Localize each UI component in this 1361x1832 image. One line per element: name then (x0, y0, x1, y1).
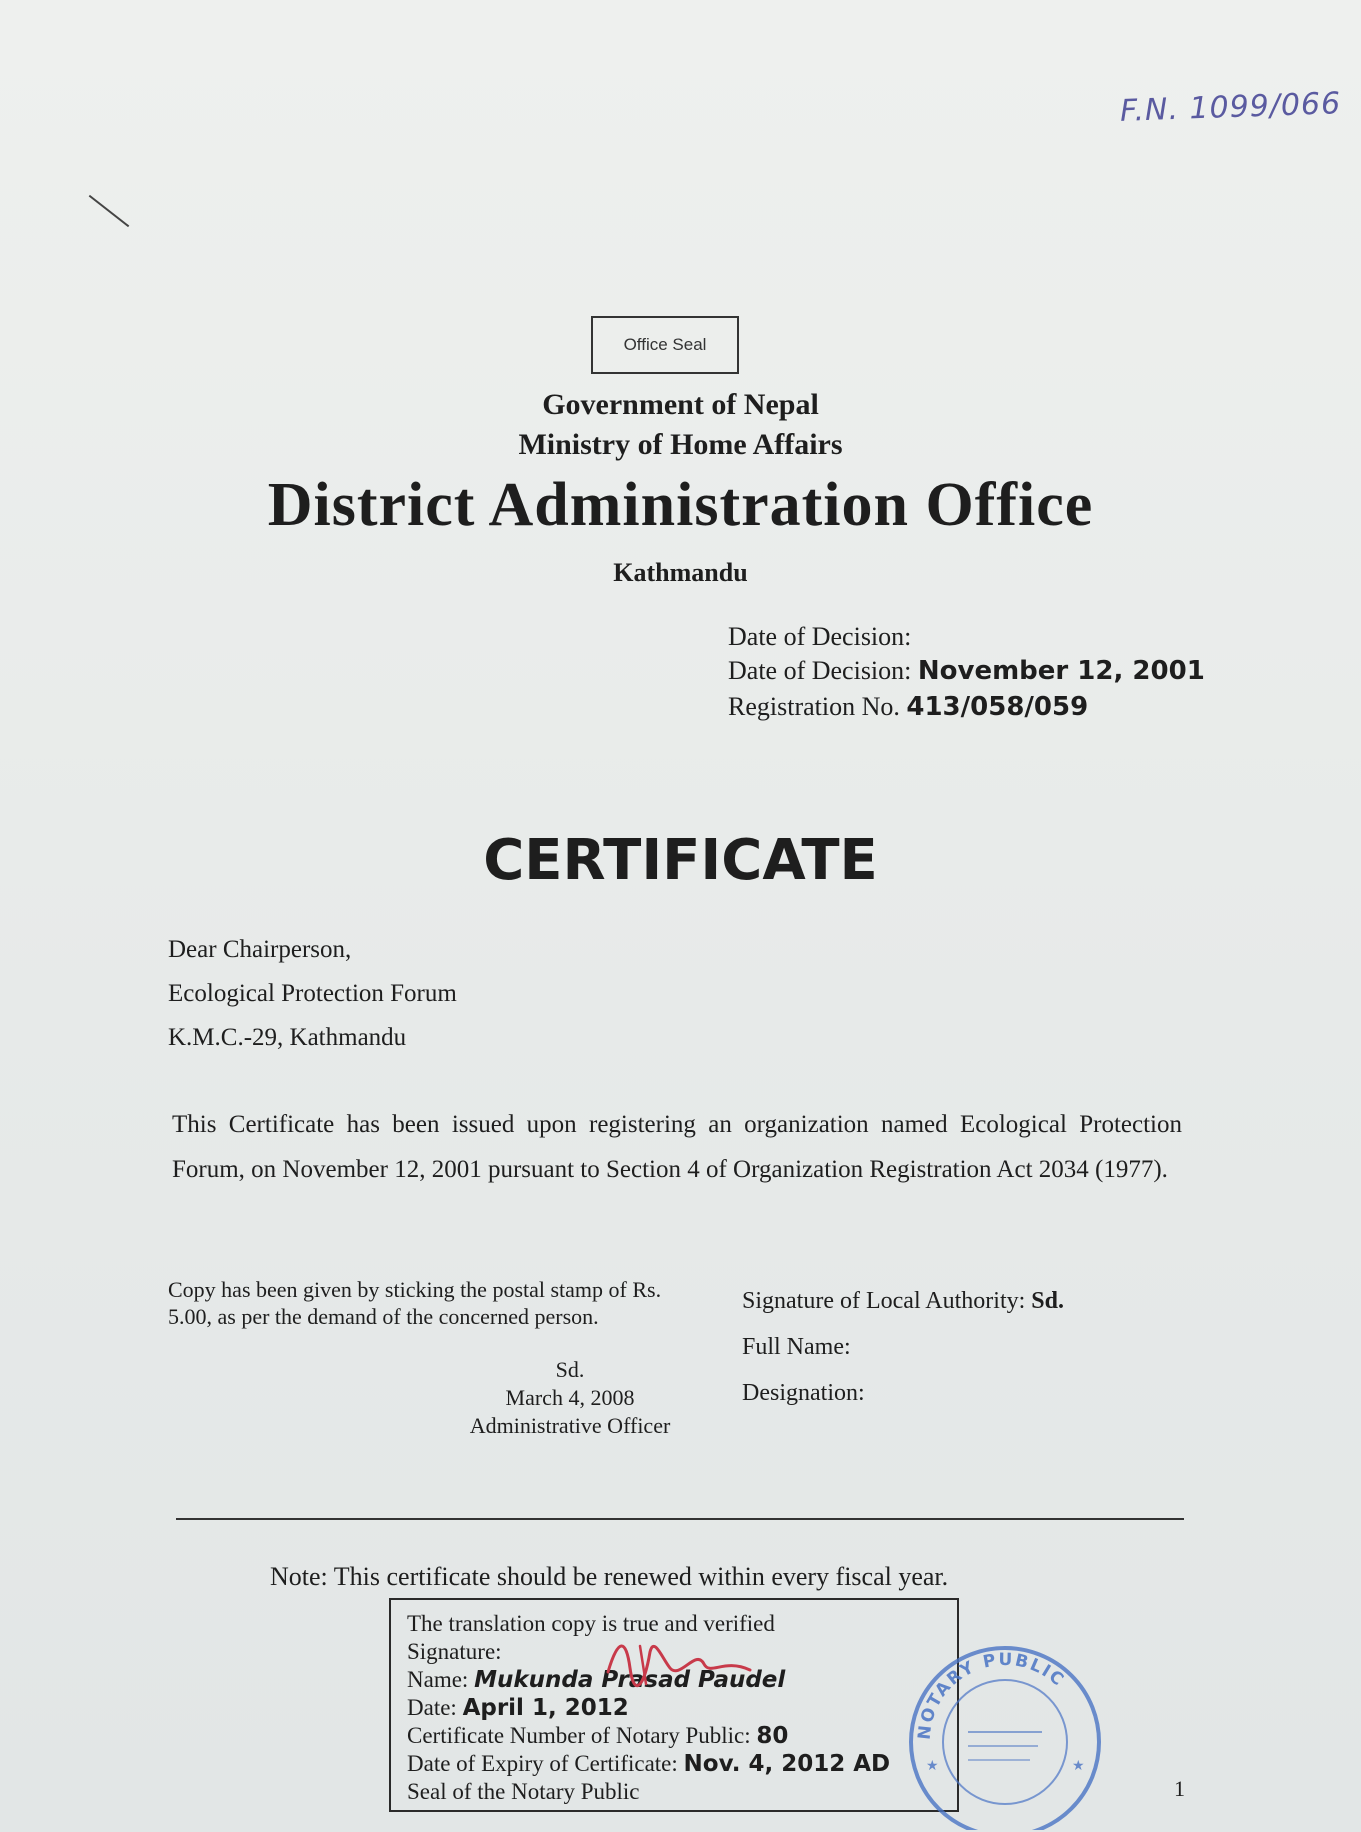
handwritten-signature (600, 1628, 760, 1698)
renewal-note: Note: This certificate should be renewed within every fiscal year. (270, 1562, 949, 1591)
salutation: Dear Chairperson, (168, 936, 352, 963)
addressee-org: Ecological Protection Forum (168, 980, 457, 1007)
addressee-address: K.M.C.-29, Kathmandu (168, 1024, 407, 1051)
decision-date-value: November 12, 2001 (917, 656, 1205, 686)
svg-text:★: ★ (1072, 1759, 1085, 1774)
authority-signature-value: Sd. (1031, 1288, 1064, 1314)
divider (176, 1518, 1184, 1520)
notary-name-value: Mukunda Prasad Paudel (474, 1667, 786, 1693)
pen-mark (89, 195, 130, 227)
decision-date-blank: Date of Decision: (728, 622, 912, 651)
notary-expiry-label: Date of Expiry of Certificate: (407, 1751, 678, 1776)
government-heading: Government of Nepal (542, 388, 819, 421)
officer-sd: Sd. (555, 1357, 585, 1382)
notary-signature-label: Signature: (407, 1639, 502, 1664)
notary-cert-number (407, 1722, 941, 1750)
decision-date-label: Date of Decision: (728, 656, 912, 685)
notary-cert-number-value: 80 (756, 1723, 789, 1749)
notary-true-copy: The translation copy is true and verified (407, 1611, 775, 1636)
stamp-text: NOTARY PUBLIC (914, 1649, 1069, 1741)
authority-signature (742, 1288, 1064, 1315)
registration-number (728, 692, 1088, 722)
ministry-heading: Ministry of Home Affairs (518, 428, 843, 461)
notary-name-label: Name: (407, 1667, 469, 1692)
copy-note: Copy has been given by sticking the postal stamp of Rs. 5.00, as per the demand of the concerned person. (168, 1277, 662, 1329)
registration-number-value: 413/058/059 (906, 692, 1089, 722)
notary-date-value: April 1, 2012 (462, 1695, 629, 1721)
notary-expiry-value: Nov. 4, 2012 AD (683, 1751, 891, 1777)
notary-seal-label: Seal of the Notary Public (407, 1779, 640, 1804)
certificate-title: CERTIFICATE (483, 828, 878, 893)
authority-full-name: Full Name: (742, 1334, 851, 1360)
decision-date (728, 656, 1205, 686)
notary-stamp (890, 1630, 1120, 1830)
handwritten-file-number: F.N. 1099/066 (1119, 86, 1342, 129)
page-number: 1 (1174, 1776, 1185, 1801)
notary-date-label: Date: (407, 1695, 457, 1720)
city-heading: Kathmandu (613, 558, 748, 587)
officer-date: March 4, 2008 (505, 1385, 635, 1410)
office-seal-label: Office Seal (623, 335, 707, 354)
officer-block (420, 1356, 720, 1440)
notary-date (407, 1694, 941, 1722)
office-seal-box (591, 316, 739, 374)
certificate-body: This Certificate has been issued upon registering an organization named Ecological Protection Forum, on November 12, 2001 pursuant to Section 4 of Organization Registration Act 2034 (1977). (172, 1111, 1182, 1183)
officer-title: Administrative Officer (469, 1413, 671, 1438)
authority-designation: Designation: (742, 1380, 865, 1406)
authority-signature-label: Signature of Local Authority: (742, 1288, 1026, 1314)
notary-cert-number-label: Certificate Number of Notary Public: (407, 1723, 751, 1748)
notary-expiry (407, 1750, 941, 1778)
svg-text:★: ★ (926, 1759, 939, 1774)
office-heading: District Administration Office (267, 471, 1094, 539)
registration-number-label: Registration No. (728, 692, 900, 721)
